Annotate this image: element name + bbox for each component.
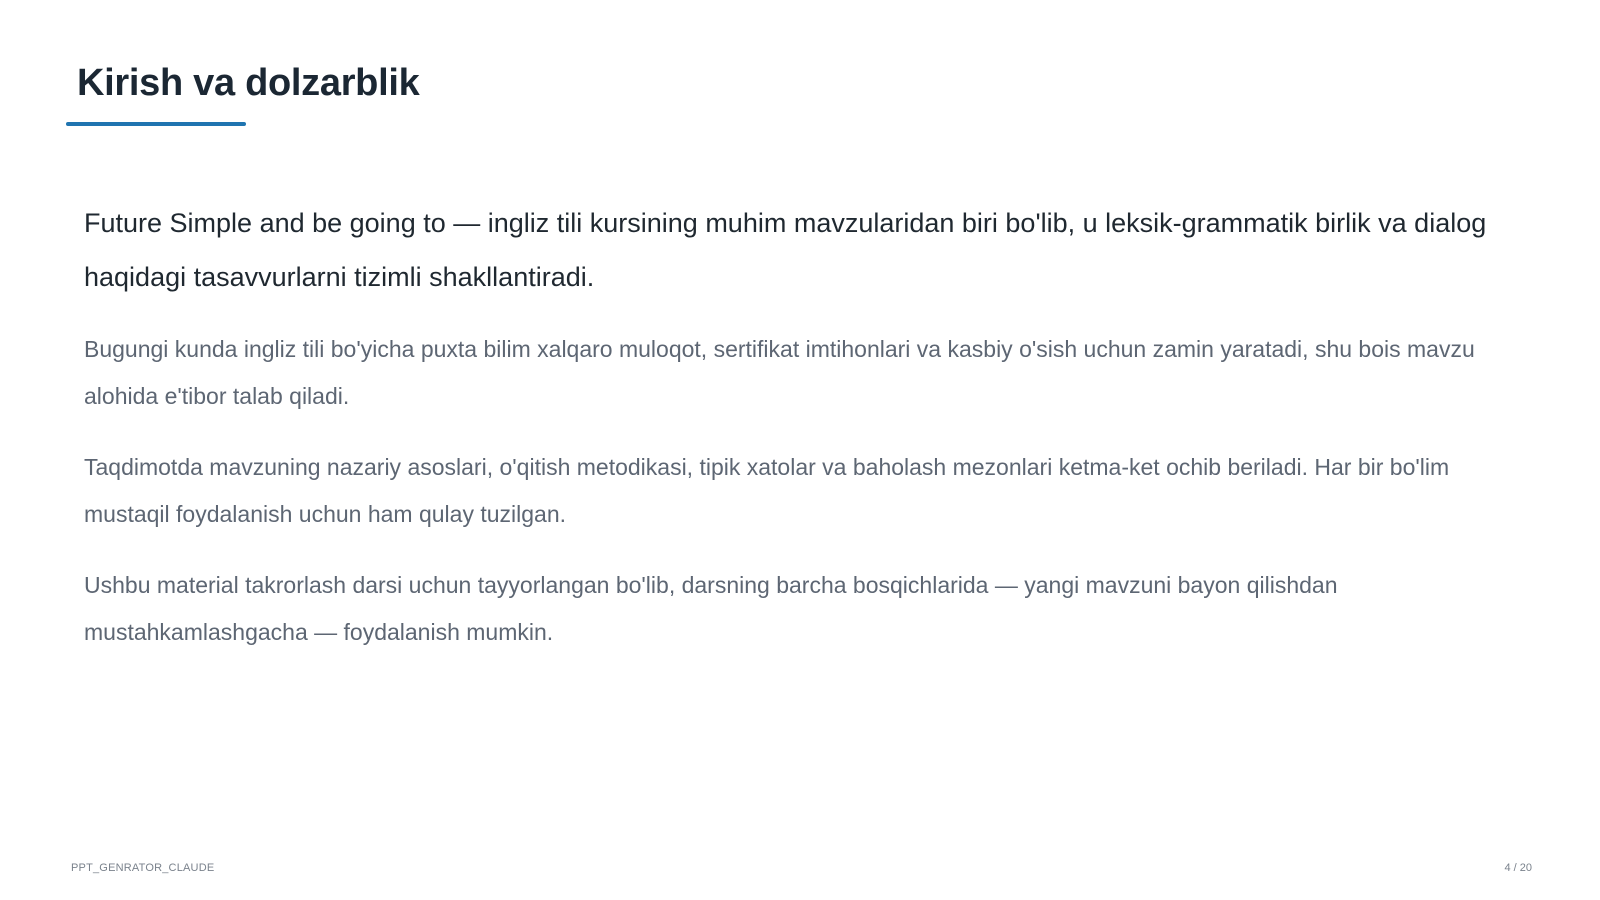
page-indicator: 4 / 20 bbox=[1504, 862, 1532, 874]
body-paragraph-1: Bugungi kunda ingliz tili bo'yicha puxta bilim xalqaro muloqot, sertifikat imtihonlari va kasbiy o'sish uchun zamin yaratadi, shu bois mavzu alohida e'tibor talab qiladi. bbox=[84, 336, 1475, 409]
body-paragraph-2: Taqdimotda mavzuning nazariy asoslari, o'qitish metodikasi, tipik xatolar va baholash mezonlari ketma-ket ochib beriladi. Har bir bo'lim mustaqil foydalanish uchun ham qulay tuzilgan. bbox=[84, 454, 1450, 527]
slide-title: Kirish va dolzarblik bbox=[77, 62, 420, 104]
title-underline bbox=[66, 122, 246, 126]
slide-content bbox=[84, 196, 1514, 680]
footer-brand: PPT_GENRATOR_CLAUDE bbox=[71, 862, 215, 874]
body-paragraph-3: Ushbu material takrorlash darsi uchun tayyorlangan bo'lib, darsning barcha bosqichlarida — yangi mavzuni bayon qilishdan mustahkamlashgacha — foydalanish mumkin. bbox=[84, 572, 1338, 645]
lead-paragraph: Future Simple and be going to — ingliz tili kursining muhim mavzularidan biri bo'lib, u leksik-grammatik birlik va dialog haqidagi tasavvurlarni tizimli shakllantiradi. bbox=[84, 208, 1487, 292]
